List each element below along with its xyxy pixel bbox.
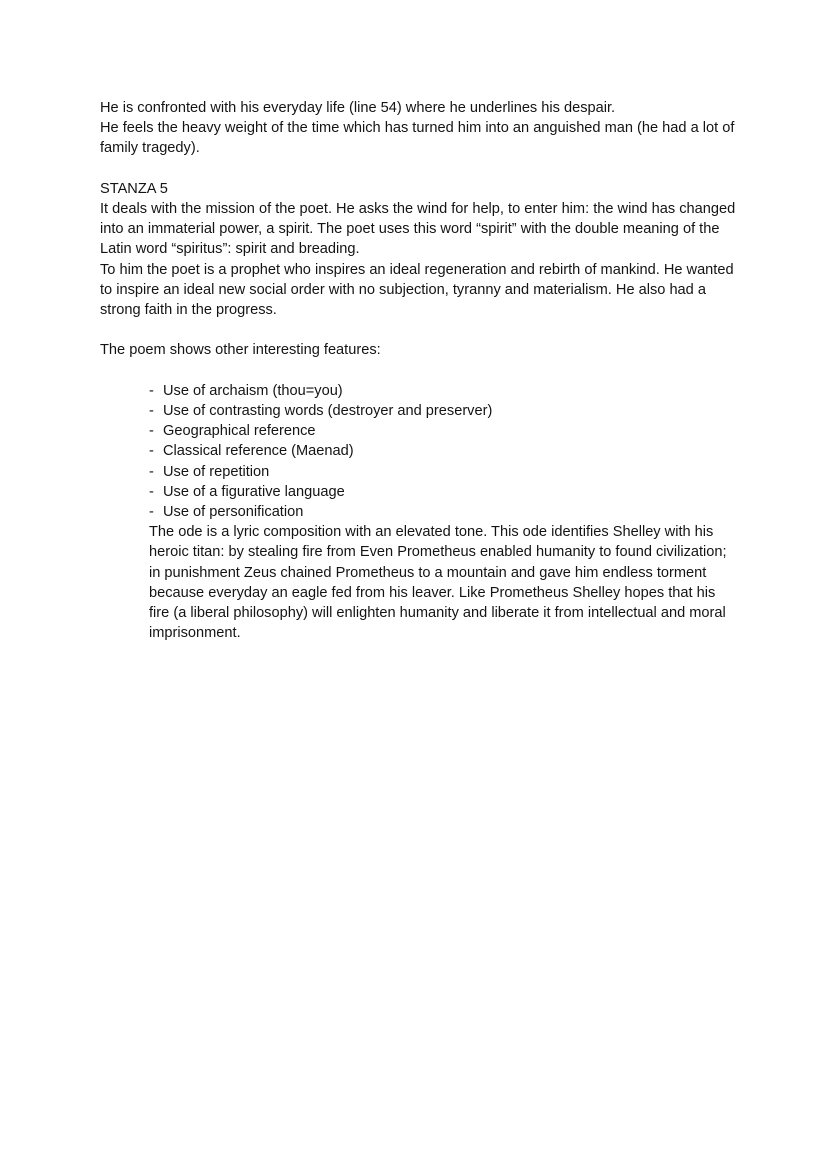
list-item — [149, 441, 740, 461]
intro-line-1: He is confronted with his everyday life (line 54) where he underlines his despair. — [100, 100, 616, 116]
stanza-paragraph-1: It deals with the mission of the poet. He asks the wind for help, to enter him: the wind has changed into an immaterial power, a spirit. The poet uses this word “spirit” with the double meaning of the Latin word “spiritus”: spirit and breading. — [100, 201, 736, 258]
bullet-dash: - — [149, 504, 154, 521]
list-item-text: Geographical reference — [163, 423, 316, 440]
list-item-text: Use of personification — [163, 504, 304, 521]
bullet-dash: - — [149, 382, 154, 399]
stanza-heading: STANZA 5 — [100, 180, 168, 197]
bullet-dash: - — [149, 463, 154, 480]
intro-line-2: He feels the heavy weight of the time which has turned him into an anguished man (he had a lot of family tragedy). — [100, 120, 735, 157]
list-item-text: Use of archaism (thou=you) — [163, 382, 343, 399]
stanza-paragraph-2: To him the poet is a prophet who inspires an ideal regeneration and rebirth of mankind. He wanted to inspire an ideal new social order with no subjection, tyranny and materialism. He also had a strong faith in the progress. — [100, 261, 734, 319]
list-item — [149, 421, 740, 441]
bullet-dash: - — [149, 443, 154, 460]
list-item — [149, 502, 740, 522]
list-item — [149, 462, 740, 482]
list-item — [149, 401, 740, 421]
list-item-text: Use of contrasting words (destroyer and preserver) — [163, 403, 493, 419]
bullet-dash: - — [149, 403, 154, 419]
paragraph-gap — [100, 320, 740, 340]
closing-paragraph: The ode is a lyric composition with an elevated tone. This ode identifies Shelley with his heroic titan: by stealing fire from Even Prometheus enabled humanity to found civilization; in punishment Zeus chained Prometheus to a mountain and gave him endless torment because everyday an eagle fed from his leaver. Like Prometheus Shelley hopes that his fire (a liberal philosophy) will enlighten humanity and liberate it from intellectual and moral imprisonment. — [149, 524, 727, 642]
features-lead: The poem shows other interesting features: — [100, 342, 381, 359]
document-page — [100, 98, 740, 643]
list-item-text: Use of repetition — [163, 463, 270, 480]
bullet-dash: - — [149, 483, 154, 500]
paragraph-gap — [100, 159, 740, 179]
paragraph-gap — [100, 361, 740, 381]
list-item-text: Classical reference (Maenad) — [163, 443, 354, 460]
list-item — [149, 381, 740, 401]
list-item-text: Use of a figurative language — [163, 483, 345, 500]
bullet-dash: - — [149, 423, 154, 440]
list-item — [149, 482, 740, 502]
features-list — [100, 381, 740, 522]
